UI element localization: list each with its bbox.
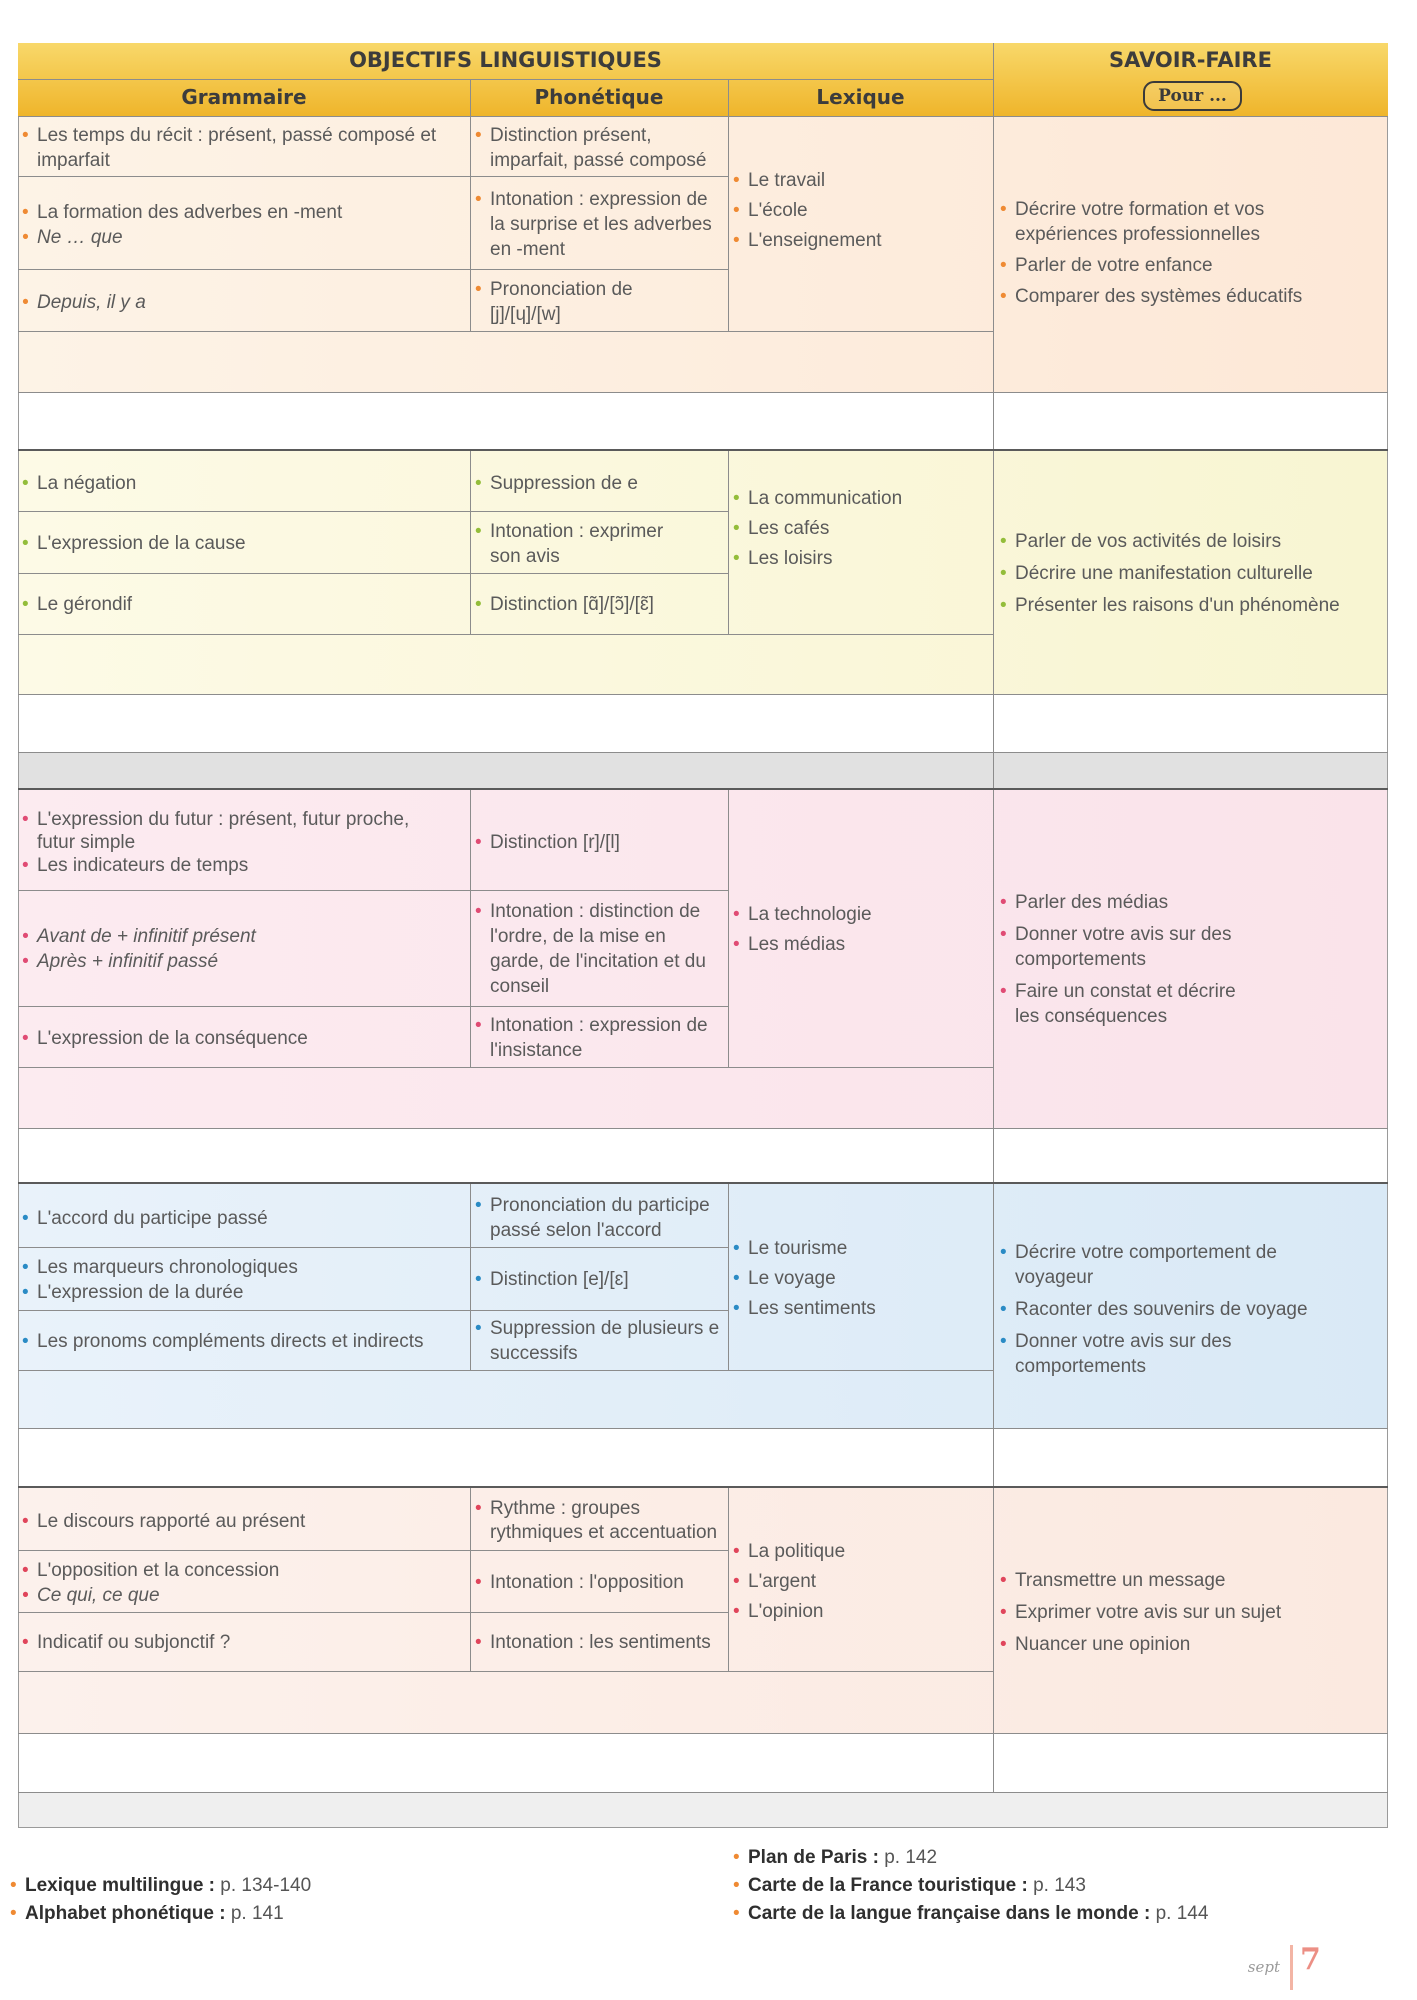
- lexique-list: • La communication • Les cafés • Les loisirs: [733, 484, 988, 574]
- lexique-list: • La politique • L'argent • L'opinion: [733, 1537, 988, 1627]
- pour-badge: Pour ...: [1143, 81, 1242, 111]
- phonetics-item: • Intonation : expression de la surprise et les adverbes en -ment: [475, 187, 725, 262]
- grammar-item: • L'accord du participe passé: [22, 1206, 462, 1231]
- grammar-item: • L'expression de la conséquence: [22, 1026, 462, 1051]
- phonetics-item: • Prononciation de [j]/[ɥ]/[w]: [475, 277, 675, 327]
- savoir-faire-list: • Décrire votre formation et vos expériences professionnelles • Parler de votre enfance • Comparer des systèmes éducatifs: [1000, 197, 1340, 309]
- footer-left: [10, 1872, 510, 1928]
- phonetics-item: • Distinction [ɑ̃]/[ɔ̃]/[ɛ̃]: [475, 592, 725, 617]
- grammar-item: • Avant de + infinitif présent • Après + infinitif passé: [22, 924, 462, 974]
- lexique-list: • La technologie • Les médias: [733, 900, 988, 960]
- lexique-heading: Lexique: [816, 85, 905, 109]
- lexique-list: • Le tourisme • Le voyage • Les sentiments: [733, 1234, 988, 1324]
- phonetics-item: • Distinction [r]/[l]: [475, 830, 725, 855]
- grammar-item: • L'expression de la cause: [22, 531, 462, 556]
- savoir-faire-heading: SAVOIR-FAIRE: [1109, 48, 1272, 72]
- grammar-item: • Indicatif ou subjonctif ?: [22, 1630, 462, 1655]
- grammar-item: • L'expression du futur : présent, futur proche, futur simple • Les indicateurs de temps: [22, 808, 442, 877]
- phonetics-item: • Intonation : l'opposition: [475, 1570, 725, 1595]
- phonetics-item: • Rythme : groupes rythmiques et accentuation: [475, 1497, 728, 1545]
- phonetics-item: • Distinction [e]/[ɛ]: [475, 1267, 725, 1292]
- objectifs-heading: OBJECTIFS LINGUISTIQUES: [349, 48, 662, 72]
- grammar-item: • Les pronoms compléments directs et indirects: [22, 1329, 467, 1354]
- page-number-digit: 7: [1300, 1942, 1321, 1977]
- page-number-divider: [1290, 1945, 1293, 1990]
- savoir-faire-list: • Parler des médias • Donner votre avis sur des comportements • Faire un constat et décrire les conséquences: [1000, 890, 1265, 1029]
- phonetics-item: • Intonation : distinction de l'ordre, de la mise en garde, de l'incitation et du conseil: [475, 899, 710, 999]
- grammar-item: • La formation des adverbes en -ment • Ne … que: [22, 200, 462, 250]
- savoir-faire-list: • Transmettre un message • Exprimer votre avis sur un sujet • Nuancer une opinion: [1000, 1568, 1385, 1657]
- phonetics-item: • Suppression de plusieurs e successifs: [475, 1316, 728, 1366]
- grammar-item: • Les temps du récit : présent, passé composé et imparfait: [22, 123, 462, 173]
- grammar-item: • Le gérondif: [22, 592, 462, 617]
- phonetique-heading: Phonétique: [534, 85, 664, 109]
- footer-right: [733, 1844, 1333, 1928]
- lexique-list: • Le travail • L'école • L'enseignement: [733, 166, 988, 256]
- grammar-item: • La négation: [22, 471, 462, 496]
- phonetics-item: • Suppression de e: [475, 471, 725, 496]
- page-number-word: sept: [1247, 1958, 1280, 1976]
- footer-link: • Carte de la langue française dans le monde : p. 144: [733, 1900, 1333, 1928]
- footer-link: • Lexique multilingue : p. 134-140: [10, 1872, 510, 1900]
- phonetics-item: • Intonation : expression de l'insistance: [475, 1013, 725, 1063]
- phonetics-item: • Distinction présent, imparfait, passé composé: [475, 123, 725, 173]
- grammaire-heading: Grammaire: [181, 85, 307, 109]
- phonetics-item: • Intonation : exprimer son avis: [475, 519, 695, 569]
- grammar-item: • L'opposition et la concession • Ce qui, ce que: [22, 1558, 462, 1608]
- savoir-faire-list: • Décrire votre comportement de voyageur • Raconter des souvenirs de voyage • Donner votre avis sur des comportements: [1000, 1240, 1335, 1379]
- phonetics-item: • Intonation : les sentiments: [475, 1630, 728, 1655]
- bottom-band: [19, 1792, 1387, 1827]
- footer-link: • Alphabet phonétique : p. 141: [10, 1900, 510, 1928]
- grammar-item: • Le discours rapporté au présent: [22, 1509, 462, 1534]
- savoir-faire-list: • Parler de vos activités de loisirs • Décrire une manifestation culturelle • Présenter les raisons d'un phénomène: [1000, 529, 1385, 618]
- grammar-item: • Les marqueurs chronologiques • L'expression de la durée: [22, 1255, 462, 1305]
- footer-link: • Plan de Paris : p. 142: [733, 1844, 1333, 1872]
- phonetics-item: • Prononciation du participe passé selon l'accord: [475, 1193, 728, 1243]
- footer-link: • Carte de la France touristique : p. 143: [733, 1872, 1333, 1900]
- separator-band: [19, 752, 1387, 789]
- grammar-item: • Depuis, il y a: [22, 290, 462, 315]
